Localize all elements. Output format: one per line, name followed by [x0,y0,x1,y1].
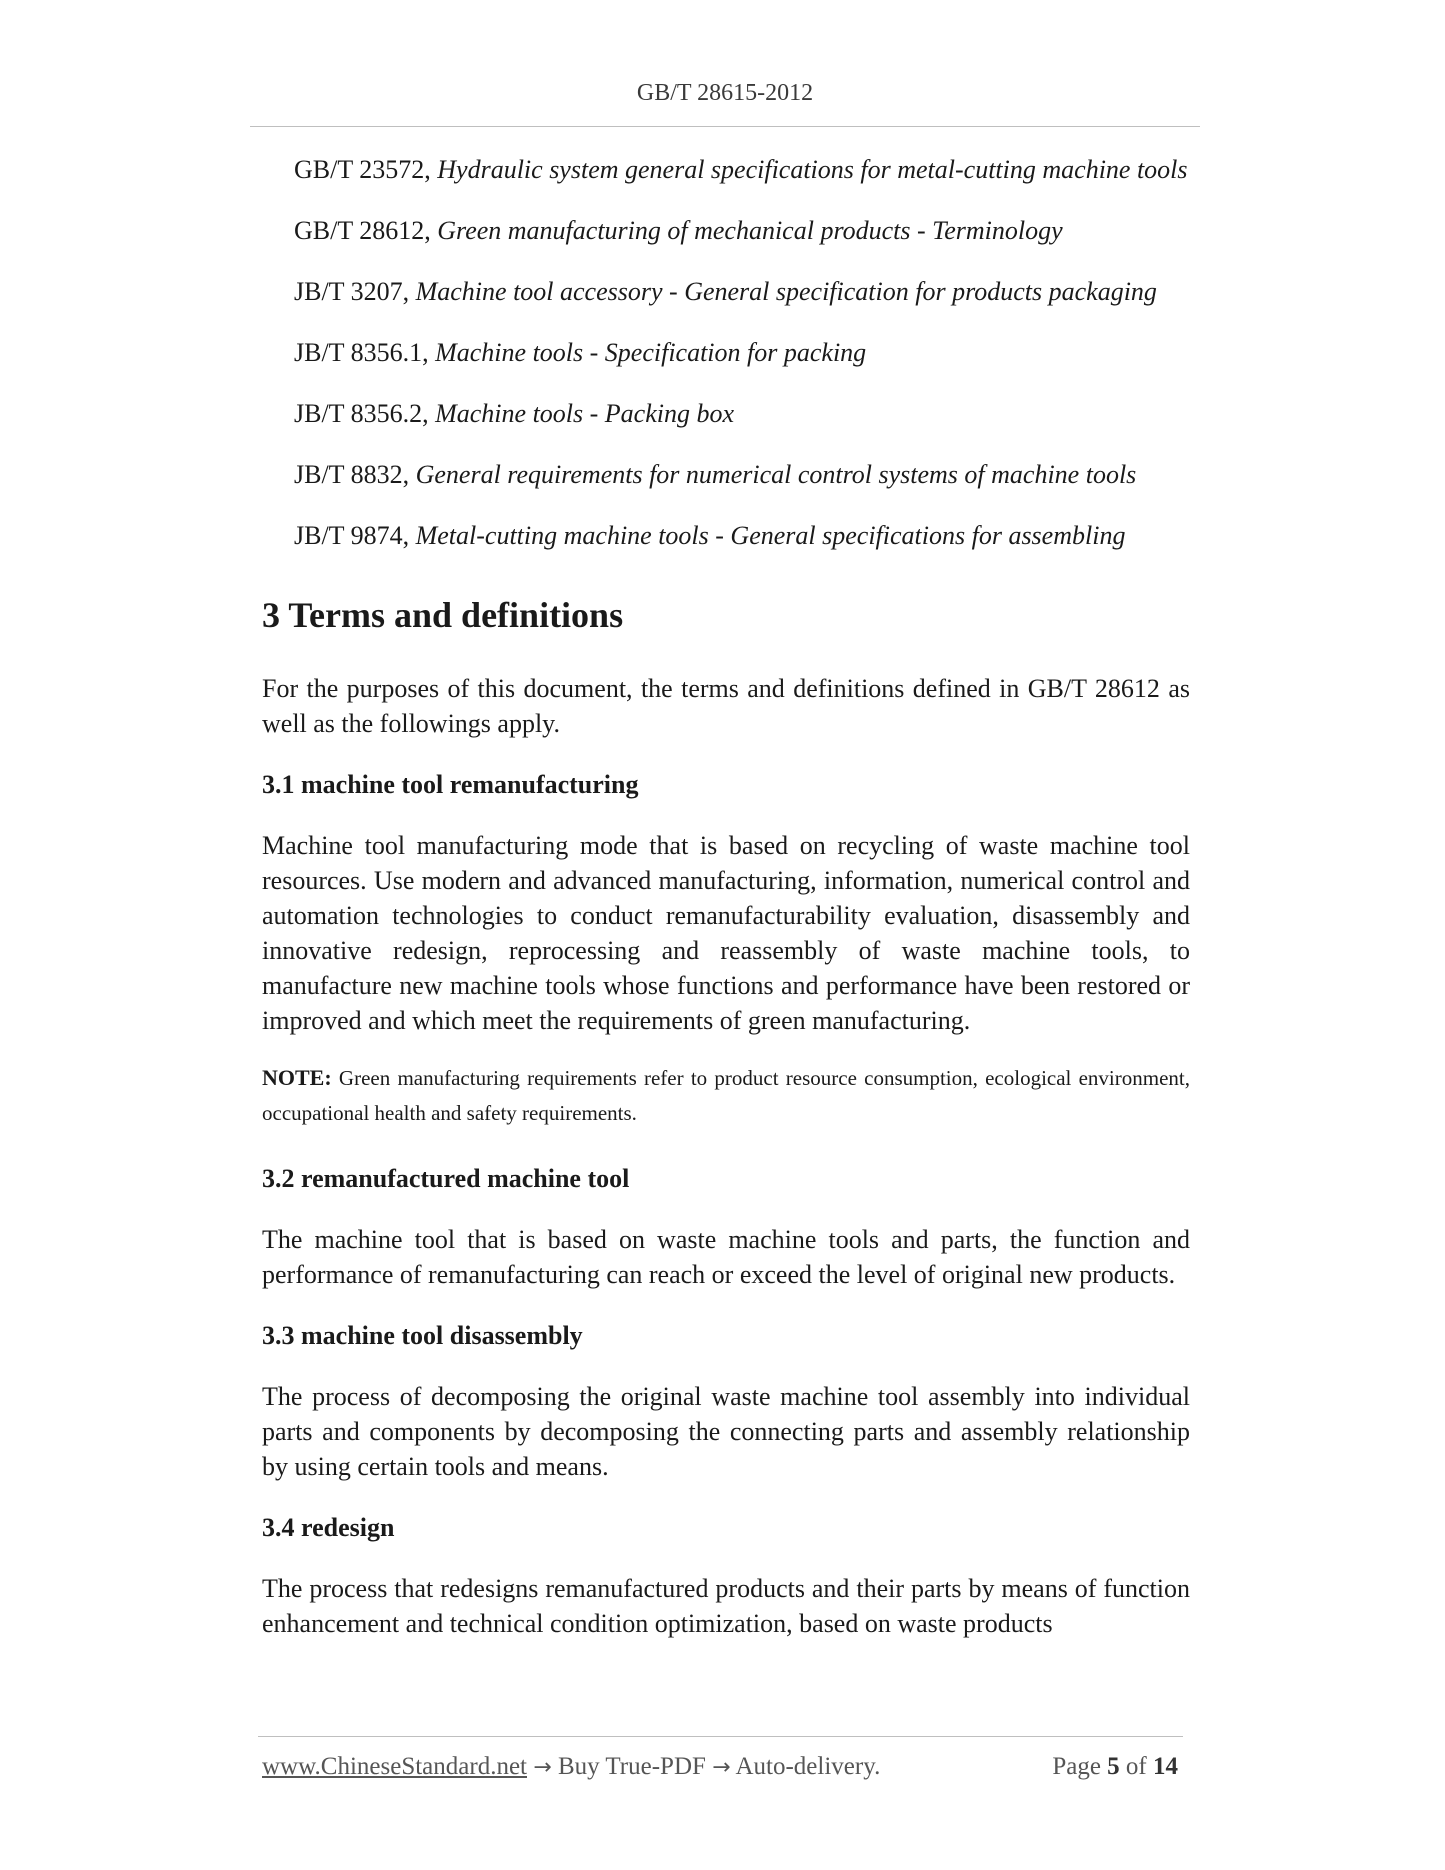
reference-code: JB/T 8832, [294,460,410,489]
reference-title: Machine tool accessory - General specification for products packaging [415,277,1157,306]
page-number [1052,1753,1178,1781]
footer-divider [258,1736,1183,1737]
reference-code: JB/T 9874, [294,521,410,550]
term-definition: The process that redesigns remanufactured products and their parts by means of function enhancement and technical condition optimization, based on waste products [262,1574,1190,1638]
reference-entry [294,396,1190,431]
reference-entry [294,518,1190,553]
document-body [262,152,1190,1667]
note-text: Green manufacturing requirements refer to product resource consumption, ecological environment, occupational health and safety requirements. [262,1066,1190,1125]
section-intro: For the purposes of this document, the terms and definitions defined in GB/T 28612 as well as the followings apply. [262,674,1190,738]
header-divider [250,126,1200,127]
of-label: of [1125,1753,1147,1780]
note-label: NOTE: [262,1065,332,1090]
term-definition: The machine tool that is based on waste machine tools and parts, the function and performance of remanufacturing can reach or exceed the level of original new products. [262,1225,1190,1289]
term-note [262,1060,1190,1131]
page-current: 5 [1107,1753,1120,1780]
term-definition: Machine tool manufacturing mode that is based on recycling of waste machine tool resources. Use modern and advanced manufacturing, information, numerical control and automation technologies to conduct remanufacturability evaluation, disassembly and innovative redesign, reprocessing and reassembly of waste machine tools, to manufacture new machine tools whose functions and performance have been restored or improved and which meet the requirements of green manufacturing. [262,831,1190,1035]
reference-title: Machine tools - Packing box [435,399,735,428]
reference-title: Green manufacturing of mechanical products - Terminology [437,216,1063,245]
reference-entry [294,152,1190,187]
site-link[interactable]: www.ChineseStandard.net [262,1753,527,1780]
reference-code: GB/T 23572, [294,155,431,184]
reference-title: Hydraulic system general specifications for metal-cutting machine tools [437,155,1188,184]
footer-promo [262,1753,880,1781]
term-definition: The process of decomposing the original waste machine tool assembly into individual parts and components by decomposing the connecting parts and assembly relationship by using certain tools and means. [262,1382,1190,1481]
delivery-text: Auto-delivery. [735,1753,881,1780]
term-heading: 3.4 redesign [262,1513,395,1542]
section-heading: 3 Terms and definitions [262,595,624,635]
reference-code: JB/T 8356.2, [294,399,429,428]
reference-code: JB/T 3207, [294,277,410,306]
arrow-right-icon: → [533,1755,552,1780]
page-total: 14 [1153,1753,1178,1780]
reference-code: JB/T 8356.1, [294,338,429,367]
page-label: Page [1052,1753,1101,1780]
reference-title: General requirements for numerical control systems of machine tools [415,460,1137,489]
buy-text: Buy True-PDF [557,1753,706,1780]
term-heading: 3.2 remanufactured machine tool [262,1164,630,1193]
reference-entry [294,213,1190,248]
reference-title: Machine tools - Specification for packing [435,338,867,367]
arrow-right-icon: → [712,1755,731,1780]
reference-code: GB/T 28612, [294,216,431,245]
term-heading: 3.1 machine tool remanufacturing [262,770,639,799]
reference-entry [294,274,1190,309]
term-heading: 3.3 machine tool disassembly [262,1321,583,1350]
reference-entry [294,457,1190,492]
reference-title: Metal-cutting machine tools - General specifications for assembling [415,521,1126,550]
reference-entry [294,335,1190,370]
page-header: GB/T 28615-2012 [636,80,814,106]
